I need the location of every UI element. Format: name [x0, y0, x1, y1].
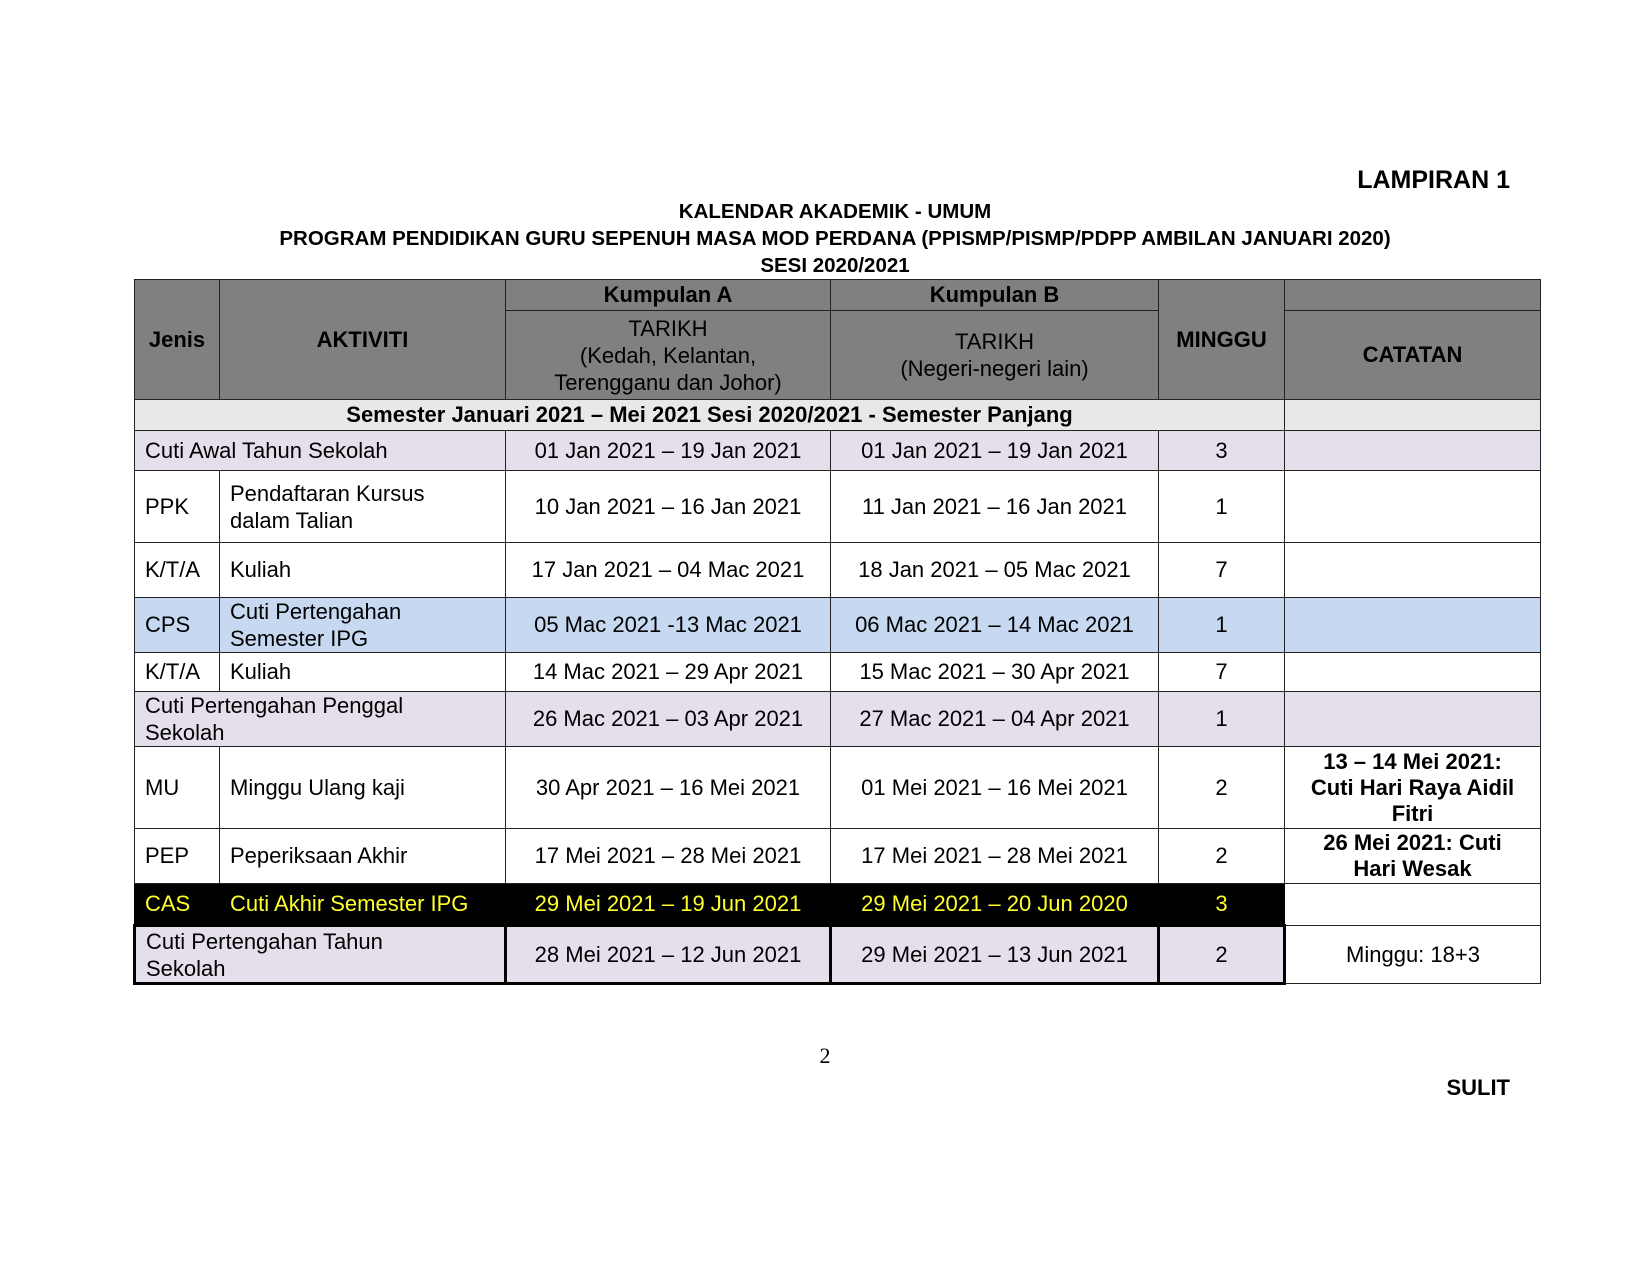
activity-cell: Kuliah [220, 543, 506, 598]
catatan-cell [1285, 829, 1541, 884]
catatan-cell [1285, 884, 1541, 926]
date-a-cell: 05 Mac 2021 -13 Mac 2021 [506, 598, 831, 653]
activity-line: Cuti Pertengahan [230, 599, 402, 624]
minggu-cell: 7 [1159, 653, 1285, 692]
activity-cell [220, 471, 506, 543]
activity-cell: Cuti Awal Tahun Sekolah [135, 431, 506, 471]
minggu-cell: 1 [1159, 598, 1285, 653]
catatan-cell [1285, 747, 1541, 829]
tarikh-a-line: (Kedah, Kelantan, [579, 342, 757, 368]
minggu-cell: 7 [1159, 543, 1285, 598]
catatan-cell: Minggu: 18+3 [1285, 926, 1541, 984]
jenis-cell: MU [135, 747, 220, 829]
col-catatan-header: CATATAN [1285, 311, 1541, 400]
date-a-cell: 26 Mac 2021 – 03 Apr 2021 [506, 692, 831, 747]
catatan-cell [1285, 598, 1541, 653]
activity-line: Semester IPG [230, 626, 369, 651]
activity-cell: Minggu Ulang kaji [220, 747, 506, 829]
date-a-cell: 29 Mei 2021 – 19 Jun 2021 [506, 884, 831, 926]
date-b-cell: 27 Mac 2021 – 04 Apr 2021 [831, 692, 1159, 747]
date-b-cell: 18 Jan 2021 – 05 Mac 2021 [831, 543, 1159, 598]
date-b-cell: 01 Jan 2021 – 19 Jan 2021 [831, 431, 1159, 471]
table-row [135, 829, 1541, 884]
jenis-cell: PPK [135, 471, 220, 543]
col-tarikh-b-header [831, 311, 1159, 400]
date-b-cell: 17 Mei 2021 – 28 Mei 2021 [831, 829, 1159, 884]
catatan-line: 26 Mei 2021: Cuti [1323, 830, 1502, 855]
academic-calendar-table [133, 279, 1541, 985]
catatan-line: 13 – 14 Mei 2021: [1323, 748, 1502, 774]
table-row [135, 543, 1541, 598]
catatan-line: Cuti Hari Raya Aidil [1310, 774, 1515, 800]
table-row [135, 471, 1541, 543]
activity-line: Pendaftaran Kursus [230, 480, 425, 506]
activity-cell [220, 598, 506, 653]
minggu-cell: 1 [1159, 471, 1285, 543]
title-line-2: PROGRAM PENDIDIKAN GURU SEPENUH MASA MOD PERDANA (PPISMP/PISMP/PDPP AMBILAN JANUARI 2020) [279, 227, 1391, 250]
minggu-cell: 2 [1159, 747, 1285, 829]
tarikh-a-line: Terengganu dan Johor) [554, 369, 782, 395]
activity-line: dalam Talian [230, 507, 354, 533]
table-row [135, 431, 1541, 471]
catatan-cell [1285, 543, 1541, 598]
semester-catatan [1285, 400, 1541, 431]
date-a-cell: 10 Jan 2021 – 16 Jan 2021 [506, 471, 831, 543]
date-a-cell: 28 Mei 2021 – 12 Jun 2021 [506, 926, 831, 984]
date-a-cell: 17 Jan 2021 – 04 Mac 2021 [506, 543, 831, 598]
activity-cell: Peperiksaan Akhir [220, 829, 506, 884]
catatan-line: Hari Wesak [1353, 856, 1472, 881]
activity-line: Sekolah [145, 720, 225, 745]
activity-line: Sekolah [146, 955, 226, 981]
jenis-cell: PEP [135, 829, 220, 884]
document-title [133, 198, 1537, 279]
activity-cell [135, 926, 506, 984]
semester-row [135, 400, 1541, 431]
catatan-cell [1285, 431, 1541, 471]
minggu-cell: 3 [1159, 884, 1285, 926]
date-a-cell: 14 Mac 2021 – 29 Apr 2021 [506, 653, 831, 692]
date-b-cell: 29 Mei 2021 – 20 Jun 2020 [831, 884, 1159, 926]
activity-cell [135, 692, 506, 747]
col-kumpulan-a-header: Kumpulan A [506, 280, 831, 311]
table-row [135, 926, 1541, 984]
table-row [135, 747, 1541, 829]
catatan-line: Fitri [1391, 800, 1434, 826]
title-line-3: SESI 2020/2021 [760, 254, 910, 277]
table-row [135, 653, 1541, 692]
activity-cell: Cuti Akhir Semester IPG [220, 884, 506, 926]
catatan-cell [1285, 471, 1541, 543]
col-minggu-header: MINGGU [1159, 280, 1285, 400]
jenis-cell: CAS [135, 884, 220, 926]
minggu-cell: 2 [1159, 926, 1285, 984]
jenis-cell: CPS [135, 598, 220, 653]
date-b-cell: 15 Mac 2021 – 30 Apr 2021 [831, 653, 1159, 692]
catatan-cell [1285, 692, 1541, 747]
date-a-cell: 17 Mei 2021 – 28 Mei 2021 [506, 829, 831, 884]
title-line-1: KALENDAR AKADEMIK - UMUM [678, 200, 992, 223]
jenis-cell: K/T/A [135, 543, 220, 598]
col-kumpulan-b-header: Kumpulan B [831, 280, 1159, 311]
activity-line: Cuti Pertengahan Penggal [145, 693, 404, 718]
activity-cell: Kuliah [220, 653, 506, 692]
minggu-cell: 1 [1159, 692, 1285, 747]
date-b-cell: 01 Mei 2021 – 16 Mei 2021 [831, 747, 1159, 829]
classification-label: SULIT [1446, 1075, 1510, 1100]
tarikh-b-line: TARIKH [954, 329, 1035, 354]
table-row [135, 692, 1541, 747]
col-aktiviti-header: AKTIVITI [220, 280, 506, 400]
col-jenis-header: Jenis [135, 280, 220, 400]
table-row-highlight [135, 884, 1541, 926]
minggu-cell: 2 [1159, 829, 1285, 884]
jenis-cell: K/T/A [135, 653, 220, 692]
semester-label: Semester Januari 2021 – Mei 2021 Sesi 2020/2021 - Semester Panjang [135, 400, 1285, 431]
tarikh-a-line: TARIKH [628, 315, 708, 341]
date-a-cell: 01 Jan 2021 – 19 Jan 2021 [506, 431, 831, 471]
minggu-cell: 3 [1159, 431, 1285, 471]
date-b-cell: 06 Mac 2021 – 14 Mac 2021 [831, 598, 1159, 653]
catatan-cell [1285, 653, 1541, 692]
col-catatan-header-top [1285, 280, 1541, 311]
date-a-cell: 30 Apr 2021 – 16 Mei 2021 [506, 747, 831, 829]
lampiran-label: LAMPIRAN 1 [1357, 166, 1510, 194]
tarikh-b-line: (Negeri-negeri lain) [900, 356, 1089, 381]
col-tarikh-a-header [506, 311, 831, 400]
date-b-cell: 11 Jan 2021 – 16 Jan 2021 [831, 471, 1159, 543]
page-number: 2 [819, 1043, 831, 1068]
activity-line: Cuti Pertengahan Tahun [146, 928, 383, 954]
date-b-cell: 29 Mei 2021 – 13 Jun 2021 [831, 926, 1159, 984]
header-row-1 [135, 280, 1541, 311]
table-row [135, 598, 1541, 653]
